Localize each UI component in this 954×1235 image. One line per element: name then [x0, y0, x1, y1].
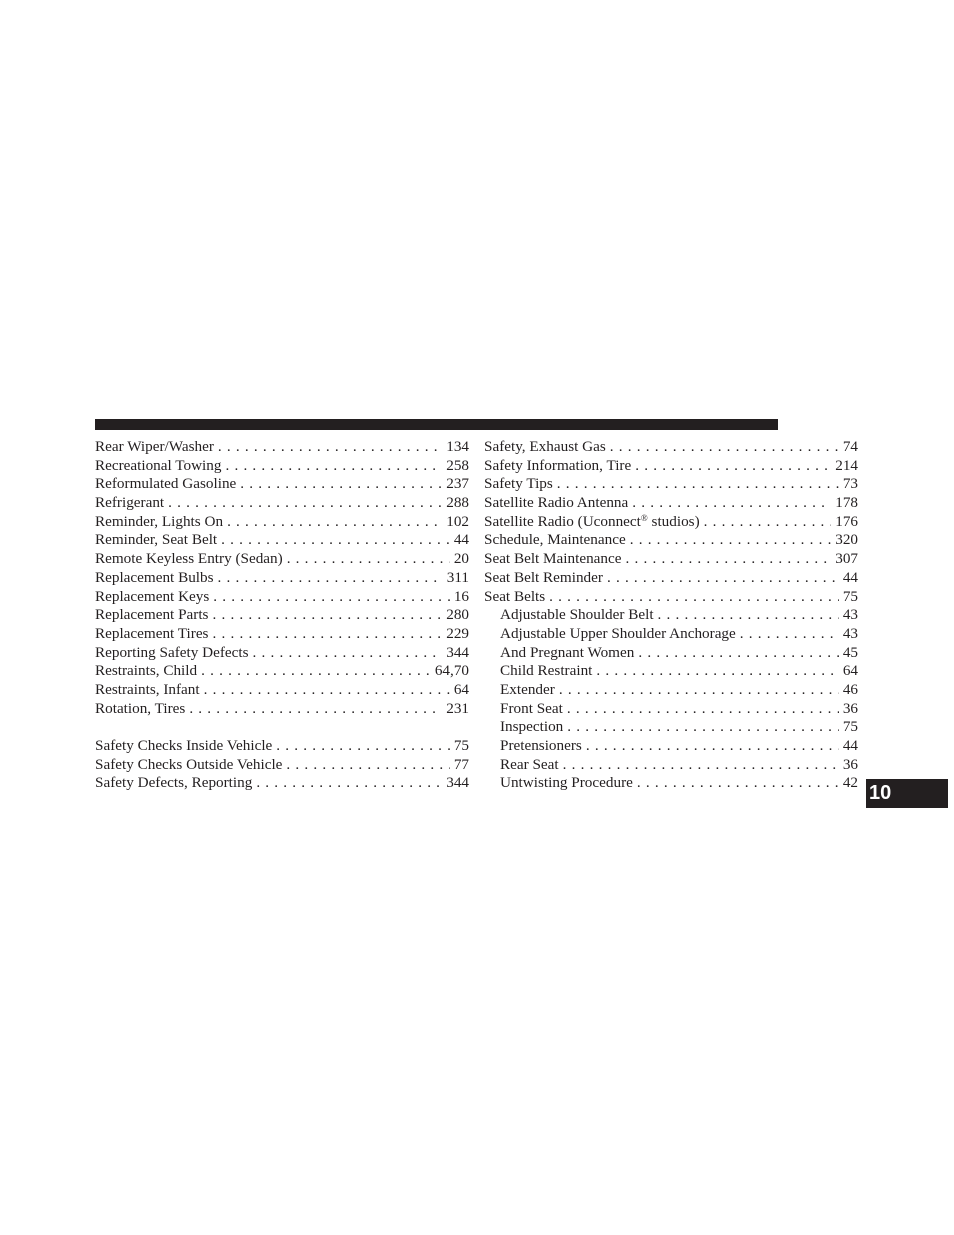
index-term: Remote Keyless Entry (Sedan)	[95, 550, 283, 568]
page-number: 288	[446, 494, 469, 512]
dot-leader	[168, 494, 442, 513]
page-number: 43	[842, 624, 858, 642]
index-term: Recreational Towing	[95, 456, 222, 474]
index-term: Child Restraint	[500, 662, 593, 680]
dot-leader	[559, 681, 839, 700]
page-number: 43	[842, 606, 858, 624]
dot-leader	[563, 756, 839, 775]
index-term: Adjustable Shoulder Belt	[500, 606, 654, 624]
index-term: Replacement Keys	[95, 587, 210, 605]
dot-leader	[549, 588, 839, 607]
dot-leader	[635, 457, 831, 476]
page-number: 20	[453, 550, 469, 568]
index-term	[484, 513, 700, 532]
index-term: Rear Wiper/Washer	[95, 438, 214, 455]
dot-leader	[630, 531, 832, 550]
page-number: 102	[446, 512, 469, 530]
page-number: 44	[842, 568, 858, 586]
dot-leader	[286, 756, 449, 775]
page-number: 75	[453, 737, 469, 754]
index-term: Pretensioners	[500, 737, 582, 754]
page-number: 36	[842, 699, 858, 717]
page-number: 311	[446, 568, 469, 586]
index-entry	[95, 457, 469, 476]
page-number: 229	[446, 624, 469, 642]
index-subentry	[484, 681, 858, 700]
dot-leader	[256, 774, 442, 793]
index-entry	[95, 569, 469, 588]
dot-leader	[625, 550, 831, 569]
index-entry	[484, 569, 858, 588]
section-rule	[95, 419, 778, 430]
index-entry	[95, 531, 469, 550]
page-number: 73	[842, 475, 858, 493]
dot-leader	[218, 569, 443, 588]
index-entry	[484, 588, 858, 607]
index-entry	[95, 606, 469, 625]
page-number: 258	[446, 456, 469, 474]
dot-leader	[212, 625, 442, 644]
index-term: Safety Checks Inside Vehicle	[95, 737, 273, 754]
index-term: Safety Defects, Reporting	[95, 774, 253, 792]
index-entry	[95, 625, 469, 644]
dot-leader	[227, 513, 442, 532]
index-term: Adjustable Upper Shoulder Anchorage	[500, 624, 736, 642]
index-entry	[484, 513, 858, 532]
dot-leader	[276, 737, 450, 756]
dot-leader	[218, 438, 442, 457]
index-entry	[95, 588, 469, 607]
index-subentry	[484, 606, 858, 625]
dot-leader	[213, 588, 450, 607]
dot-leader	[287, 550, 450, 569]
index-term: Replacement Bulbs	[95, 568, 214, 586]
page-number: 44	[842, 737, 858, 754]
dot-leader	[253, 644, 443, 663]
index-subentry	[484, 756, 858, 775]
dot-leader	[610, 438, 839, 457]
index-term: Safety, Exhaust Gas	[484, 438, 606, 455]
index-term: Rotation, Tires	[95, 699, 186, 717]
dot-leader	[567, 700, 839, 719]
index-term: Extender	[500, 680, 555, 698]
index-entry	[95, 737, 469, 756]
index-term: Rear Seat	[500, 755, 559, 773]
index-entry	[95, 756, 469, 775]
index-term: Replacement Parts	[95, 606, 209, 624]
index-entry	[95, 438, 469, 457]
dot-leader	[638, 644, 838, 663]
page-number: 77	[453, 755, 469, 773]
dot-leader	[212, 606, 442, 625]
index-entry	[95, 550, 469, 569]
dot-leader	[658, 606, 839, 625]
index-subentry	[484, 700, 858, 719]
index-entry	[95, 644, 469, 663]
index-term: Seat Belt Reminder	[484, 568, 603, 586]
page-number: 64,70	[434, 662, 469, 680]
page-number: 307	[835, 550, 858, 568]
dot-leader	[225, 457, 442, 476]
index-entry	[484, 531, 858, 550]
chapter-tab: 10	[866, 779, 948, 808]
dot-leader	[586, 737, 839, 756]
page-number: 237	[446, 475, 469, 493]
group-spacer	[95, 718, 469, 737]
index-entry	[95, 774, 469, 793]
index-entry	[95, 681, 469, 700]
index-term: Reminder, Lights On	[95, 512, 224, 530]
page-number: 46	[842, 680, 858, 698]
index-subentry	[484, 625, 858, 644]
index-term-text: Satellite Radio (Uconnect	[484, 512, 641, 530]
page-number: 280	[446, 606, 469, 624]
index-entry	[484, 457, 858, 476]
page-number: 214	[835, 456, 858, 474]
index-term: Schedule, Maintenance	[484, 531, 626, 549]
dot-leader	[632, 494, 831, 513]
page-number: 16	[453, 587, 469, 605]
index-term: Reformulated Gasoline	[95, 475, 237, 493]
page-number: 320	[835, 531, 858, 549]
page-number: 134	[446, 438, 469, 455]
dot-leader	[557, 475, 839, 494]
page-number: 64	[842, 662, 858, 680]
index-term: Reporting Safety Defects	[95, 643, 249, 661]
page-number: 44	[453, 531, 469, 549]
page-number: 344	[446, 774, 469, 792]
index-term: Safety Information, Tire	[484, 456, 632, 474]
registered-mark: ®	[640, 512, 648, 523]
index-term: Inspection	[500, 718, 564, 736]
page-number: 42	[842, 774, 858, 792]
page-number: 231	[446, 699, 469, 717]
page-number: 45	[842, 643, 858, 661]
dot-leader	[637, 774, 839, 793]
dot-leader	[596, 662, 838, 681]
index-entry	[484, 494, 858, 513]
index-column-left	[95, 438, 469, 793]
index-term: Restraints, Infant	[95, 680, 200, 698]
page-number: 178	[835, 494, 858, 512]
page-number: 75	[842, 718, 858, 736]
dot-leader	[201, 662, 431, 681]
page-number: 36	[842, 755, 858, 773]
index-subentry	[484, 774, 858, 793]
dot-leader	[221, 531, 450, 550]
index-entry	[95, 494, 469, 513]
index-entry	[95, 475, 469, 494]
index-subentry	[484, 662, 858, 681]
page-number: 176	[835, 512, 858, 530]
dot-leader	[567, 718, 839, 737]
index-term: Safety Checks Outside Vehicle	[95, 755, 283, 773]
index-term: Satellite Radio Antenna	[484, 494, 629, 512]
dot-leader	[240, 475, 442, 494]
index-subentry	[484, 718, 858, 737]
index-entry	[484, 550, 858, 569]
index-subentry	[484, 644, 858, 663]
index-entry	[484, 475, 858, 494]
index-entry	[95, 513, 469, 532]
dot-leader	[607, 569, 839, 588]
index-entry	[484, 438, 858, 457]
index-subentry	[484, 737, 858, 756]
index-term: Restraints, Child	[95, 662, 198, 680]
dot-leader	[740, 625, 839, 644]
index-entry	[95, 662, 469, 681]
index-term: Refrigerant	[95, 494, 165, 512]
index-column-right	[484, 438, 858, 793]
index-entry	[95, 700, 469, 719]
dot-leader	[189, 700, 442, 719]
index-term: Untwisting Procedure	[500, 774, 633, 792]
dot-leader	[704, 513, 832, 532]
index-term: Seat Belts	[484, 587, 546, 605]
index-term: Seat Belt Maintenance	[484, 550, 622, 568]
index-term: Front Seat	[500, 699, 563, 717]
dot-leader	[204, 681, 450, 700]
index-term-suffix: studios)	[647, 512, 700, 530]
index-term: And Pregnant Women	[500, 643, 635, 661]
index-term: Safety Tips	[484, 475, 553, 493]
page-number: 344	[446, 643, 469, 661]
index-term: Reminder, Seat Belt	[95, 531, 218, 549]
page-number: 64	[453, 680, 469, 698]
page-number: 75	[842, 587, 858, 605]
page-number: 74	[842, 438, 858, 455]
index-term: Replacement Tires	[95, 624, 209, 642]
